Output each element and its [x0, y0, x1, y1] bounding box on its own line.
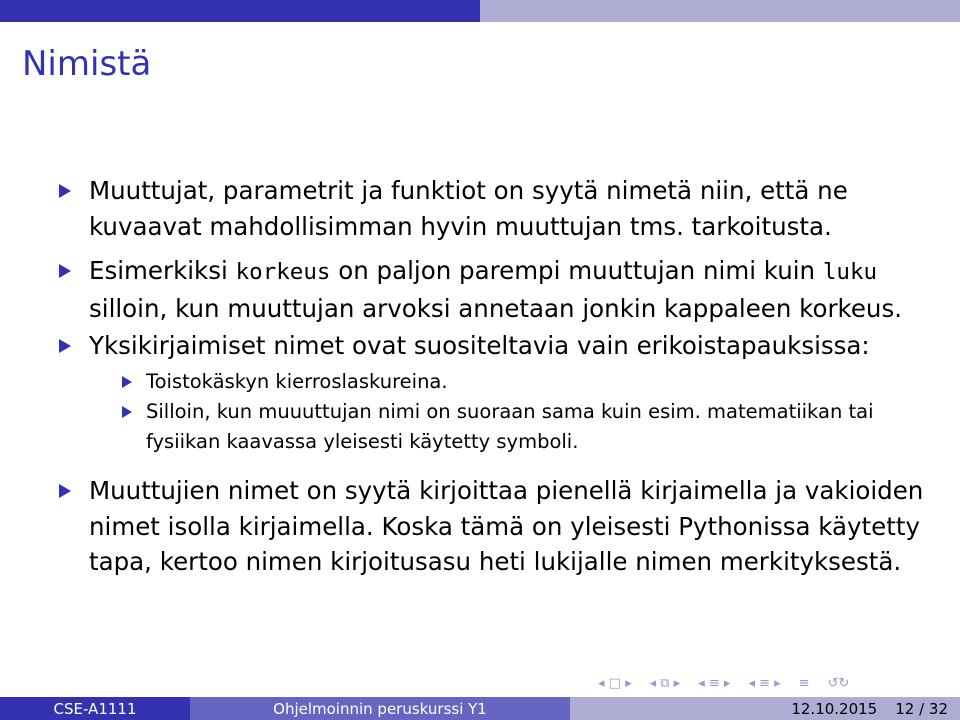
bullet-item-4 — [89, 473, 929, 580]
bullet-triangle-icon — [59, 339, 71, 353]
bullet-triangle-icon — [59, 184, 71, 198]
bullet-triangle-icon — [59, 484, 71, 498]
bullet-item-3 — [89, 328, 929, 364]
nav-page-icon[interactable]: ◂ ≡ ▸ — [748, 675, 781, 691]
sub-bullet-text: Toistokäskyn kierroslaskureina. — [146, 370, 448, 393]
footer-page-number: 12 / 32 — [895, 699, 948, 718]
sub-bullet-triangle-icon — [122, 376, 132, 388]
top-bar-right-segment — [480, 0, 960, 22]
footer-course-code: CSE-A1111 — [0, 697, 190, 720]
footer-bar — [0, 697, 960, 720]
bullet-text: silloin, kun muuttujan arvoksi annetaan jonkin kappaleen korkeus. — [89, 293, 903, 323]
code-keyword: korkeus — [235, 259, 331, 285]
slide-title: Nimistä — [22, 44, 152, 84]
bullet-item-2 — [89, 253, 929, 326]
bullet-triangle-icon — [59, 264, 71, 278]
code-keyword: luku — [822, 259, 878, 285]
top-bar-left-segment — [0, 0, 480, 22]
sub-bullet-item-2 — [146, 397, 936, 457]
sub-bullet-text: Silloin, kun muuuttujan nimi on suoraan sama kuin esim. matematiikan tai fysiikan kaavassa yleisesti käytetty symboli. — [146, 400, 874, 453]
bullet-item-1 — [89, 173, 929, 244]
beamer-navigation-controls — [598, 673, 849, 693]
bullet-text: Esimerkiksi — [89, 256, 236, 285]
nav-section-icon[interactable]: ◂ ≡ ▸ — [698, 675, 731, 691]
footer-right — [570, 697, 960, 720]
nav-align-icon[interactable]: ≡ — [798, 675, 810, 691]
sub-bullet-item-1 — [146, 367, 936, 397]
bullet-text: Muuttujat, parametrit ja funktiot on syytä nimetä niin, että ne kuvaavat mahdollisimman hyvin muuttujan tms. tarkoitusta. — [89, 176, 848, 241]
bullet-text: on paljon parempi muuttujan nimi kuin — [330, 256, 823, 285]
nav-subsection-icon[interactable]: ◂ ⧉ ▸ — [649, 675, 681, 691]
top-header-bar — [0, 0, 960, 22]
bullet-text: Yksikirjaimiset nimet ovat suositeltavia vain erikoistapauksissa: — [89, 331, 870, 360]
footer-course-name: Ohjelmoinnin peruskurssi Y1 — [190, 697, 570, 720]
footer-date: 12.10.2015 — [791, 699, 878, 718]
bullet-text: Muuttujien nimet on syytä kirjoittaa pienellä kirjaimella ja vakioiden nimet isolla kirjaimella. Koska tämä on yleisesti Pythonissa käytetty tapa, kertoo nimen kirjoitusasu heti lukijalle nimen merkityksestä. — [89, 476, 924, 576]
nav-frame-icon[interactable]: ◂ □ ▸ — [598, 675, 632, 691]
nav-search-icon[interactable]: ↺↻ — [827, 675, 850, 691]
sub-bullet-triangle-icon — [122, 406, 132, 418]
